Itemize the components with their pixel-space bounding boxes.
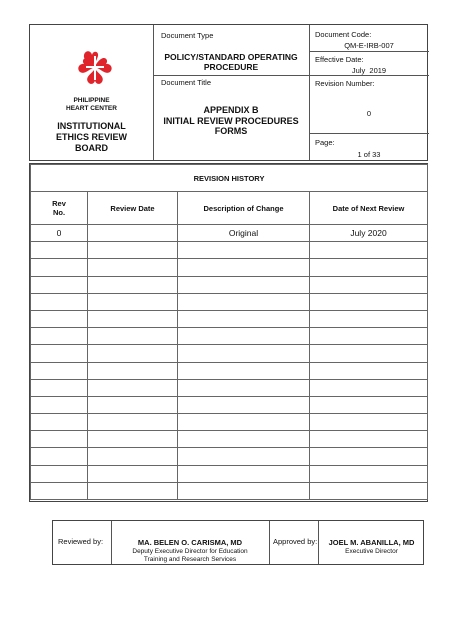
table-cell: [88, 396, 178, 413]
table-cell: [31, 414, 88, 431]
revision-number-label: Revision Number:: [315, 79, 375, 88]
table-header-row: [31, 192, 428, 225]
table-cell: [88, 431, 178, 448]
table-cell: [88, 259, 178, 276]
table-cell: [310, 276, 428, 293]
table-cell: [88, 362, 178, 379]
table-cell: [31, 482, 88, 499]
table-cell: [31, 379, 88, 396]
effective-date-label: Effective Date:: [315, 55, 364, 64]
table-cell: [31, 431, 88, 448]
table-cell: [178, 465, 310, 482]
table-row: [31, 396, 428, 413]
revision-history-title: REVISION HISTORY: [31, 165, 428, 192]
table-cell: [88, 225, 178, 242]
reviewer-name: MA. BELEN O. CARISMA, MD: [137, 538, 243, 547]
reviewer-title: Deputy Executive Director for Education Training and Research Services: [132, 548, 248, 563]
table-cell: [31, 328, 88, 345]
table-cell: July 2020: [310, 225, 428, 242]
approved-by-label: Approved by:: [273, 537, 318, 546]
table-cell: [178, 414, 310, 431]
table-cell: [178, 293, 310, 310]
table-cell: [31, 396, 88, 413]
approver-name: JOEL M. ABANILLA, MD: [328, 538, 415, 547]
table-cell: [88, 465, 178, 482]
table-cell: [310, 362, 428, 379]
table-cell: [31, 310, 88, 327]
table-cell: [310, 328, 428, 345]
divider: [153, 25, 154, 160]
table-cell: [310, 259, 428, 276]
table-cell: [310, 396, 428, 413]
table-cell: [310, 482, 428, 499]
table-cell: [88, 345, 178, 362]
table-cell: [31, 465, 88, 482]
table-cell: [310, 414, 428, 431]
table-cell: [88, 414, 178, 431]
table-cell: [178, 482, 310, 499]
table-cell: [178, 259, 310, 276]
table-cell: [31, 259, 88, 276]
table-cell: [178, 276, 310, 293]
table-cell: [178, 396, 310, 413]
document-header: [29, 24, 428, 161]
table-row: [31, 345, 428, 362]
table-row: [31, 310, 428, 327]
divider: [309, 133, 429, 134]
table-cell: [178, 448, 310, 465]
table-cell: [310, 242, 428, 259]
revision-number-value: 0: [366, 109, 372, 118]
table-cell: [178, 362, 310, 379]
table-cell: [88, 482, 178, 499]
table-cell: [88, 242, 178, 259]
org-name: PHILIPPINE HEART CENTER: [66, 97, 117, 112]
doc-title-label: Document Title: [161, 78, 212, 87]
table-cell: [31, 448, 88, 465]
table-cell: [178, 431, 310, 448]
table-row: [31, 259, 428, 276]
column-header: Rev No.: [31, 192, 88, 225]
table-row: [31, 362, 428, 379]
table-cell: [88, 310, 178, 327]
table-cell: Original: [178, 225, 310, 242]
table-row: [31, 431, 428, 448]
table-cell: 0: [31, 225, 88, 242]
table-cell: [88, 448, 178, 465]
page-value: 1 of 33: [357, 150, 381, 159]
table-cell: [178, 328, 310, 345]
table-cell: [31, 242, 88, 259]
table-cell: [310, 345, 428, 362]
table-row: [31, 225, 428, 242]
column-header: Date of Next Review: [310, 192, 428, 225]
divider: [309, 51, 429, 52]
table-cell: [31, 293, 88, 310]
table-row: [31, 482, 428, 499]
divider: [269, 521, 270, 564]
approver-title: Executive Director: [345, 548, 398, 555]
table-cell: [310, 310, 428, 327]
table-cell: [88, 328, 178, 345]
table-cell: [178, 310, 310, 327]
table-cell: [310, 448, 428, 465]
table-cell: [31, 276, 88, 293]
table-cell: [178, 379, 310, 396]
table-cell: [310, 431, 428, 448]
table-row: [31, 448, 428, 465]
page-label: Page:: [315, 138, 335, 147]
table-row: [31, 465, 428, 482]
doc-type-value: POLICY/STANDARD OPERATING PROCEDURE: [164, 52, 298, 72]
reviewed-by-label: Reviewed by:: [58, 537, 104, 546]
doc-code-value: QM-E-IRB-007: [344, 41, 394, 50]
table-cell: [88, 379, 178, 396]
board-name: INSTITUTIONAL ETHICS REVIEW BOARD: [55, 121, 127, 153]
table-cell: [310, 293, 428, 310]
table-cell: [31, 345, 88, 362]
table-row: [31, 414, 428, 431]
table-cell: [310, 379, 428, 396]
effective-date-value: July 2019: [351, 66, 387, 75]
column-header: Description of Change: [178, 192, 310, 225]
table-row: [31, 276, 428, 293]
table-row: [31, 242, 428, 259]
heart-center-logo: [75, 45, 115, 89]
table-cell: [88, 293, 178, 310]
table-cell: [310, 465, 428, 482]
divider: [153, 75, 310, 76]
table-row: [31, 328, 428, 345]
table-cell: [31, 362, 88, 379]
revision-history-table: [29, 163, 428, 502]
table-cell: [178, 345, 310, 362]
signature-block: [52, 520, 424, 565]
table-row: [31, 293, 428, 310]
table-cell: [178, 242, 310, 259]
doc-title-value: APPENDIX B INITIAL REVIEW PROCEDURES FORMS: [163, 105, 299, 136]
doc-type-label: Document Type: [161, 31, 214, 40]
column-header: Review Date: [88, 192, 178, 225]
table-cell: [88, 276, 178, 293]
divider: [309, 75, 429, 76]
doc-code-label: Document Code:: [315, 30, 372, 39]
table-row: [31, 379, 428, 396]
